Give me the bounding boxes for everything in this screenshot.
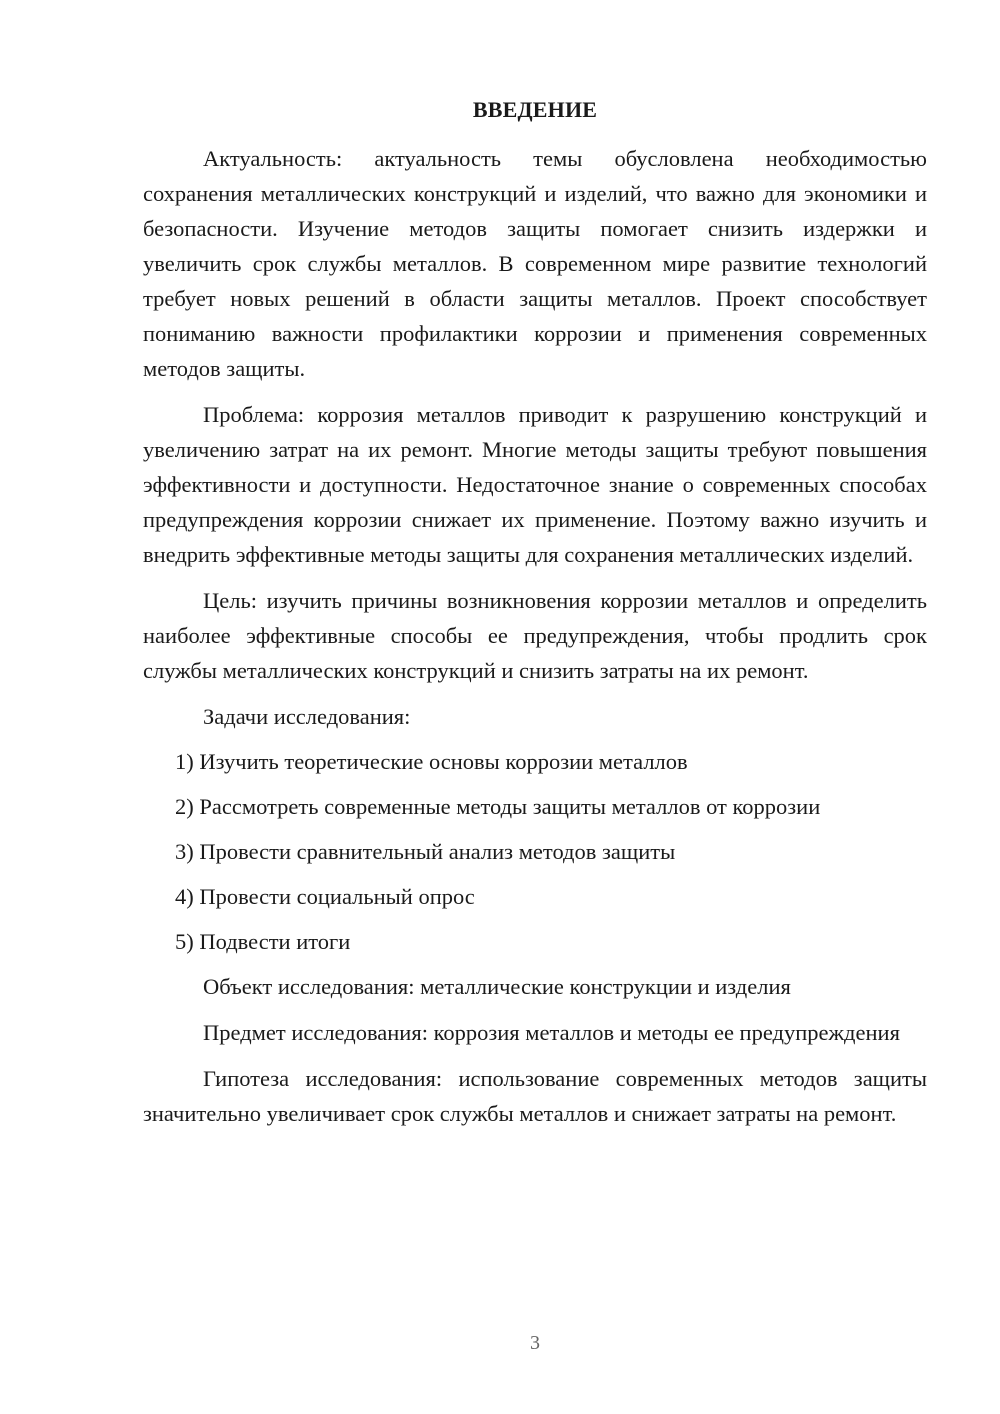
list-item: 1) Изучить теоретические основы коррозии металлов [175, 749, 688, 774]
section-title: ВВЕДЕНИЕ [472, 97, 598, 122]
paragraph-subject: Предмет исследования: коррозия металлов и методы ее предупреждения [203, 1020, 900, 1045]
paragraph-goal: Цель: изучить причины возникновения коррозии металлов и определить наиболее эффективные способы ее предупреждения, чтобы продлить срок службы металлических конструкций и снизить затраты на их ремонт. [143, 588, 927, 683]
paragraph-relevance: Актуальность: актуальность темы обусловлена необходимостью сохранения металлических конструкций и изделий, что важно для экономики и безопасности. Изучение методов защиты помогает снизить издержки и увеличить срок службы металлов. В современном мире развитие технологий требует новых решений в области защиты металлов. Проект способствует пониманию важности профилактики коррозии и применения современных методов защиты. [143, 146, 927, 381]
paragraph-object: Объект исследования: металлические конструкции и изделия [203, 974, 791, 999]
paragraph-hypothesis: Гипотеза исследования: использование современных методов защиты значительно увеличивает срок службы металлов и снижает затраты на ремонт. [143, 1066, 927, 1126]
tasks-heading: Задачи исследования: [203, 704, 411, 729]
list-item: 5) Подвести итоги [175, 929, 351, 954]
list-item: 3) Провести сравнительный анализ методов защиты [175, 839, 676, 864]
task-list [143, 744, 927, 959]
paragraph-problem: Проблема: коррозия металлов приводит к разрушению конструкций и увеличению затрат на их ремонт. Многие методы защиты требуют повышения эффективности и доступности. Недостаточное знание о современных способах предупреждения коррозии снижает их применение. Поэтому важно изучить и внедрить эффективные методы защиты для сохранения металлических изделий. [143, 402, 927, 567]
list-item: 4) Провести социальный опрос [175, 884, 475, 909]
document-body [143, 92, 927, 1142]
page-number: 3 [530, 1332, 540, 1354]
list-item: 2) Рассмотреть современные методы защиты металлов от коррозии [175, 794, 821, 819]
